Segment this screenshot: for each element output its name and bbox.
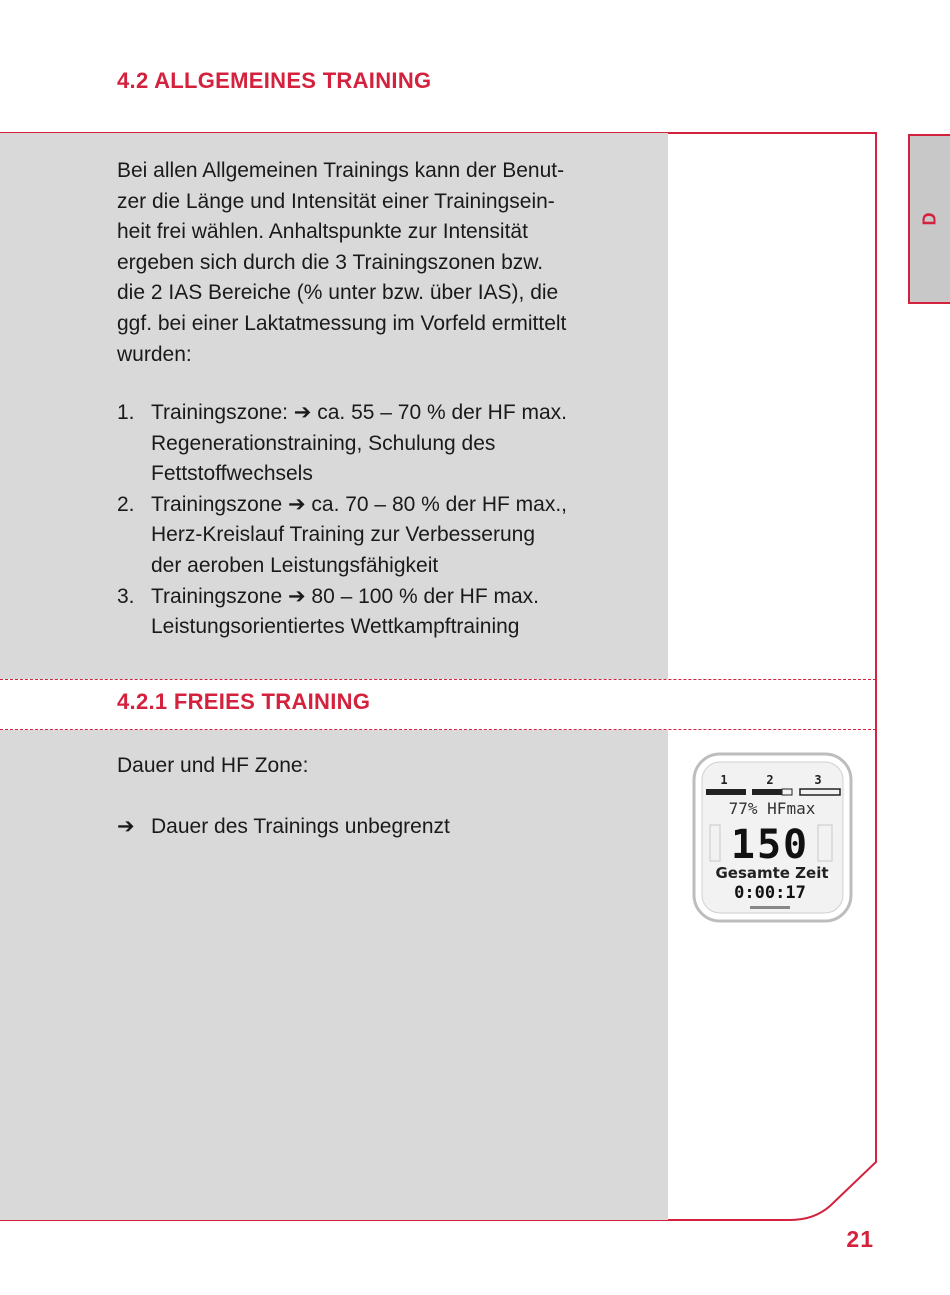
- subsection-title: 4.2.1 FREIES TRAINING: [117, 689, 371, 714]
- intro-paragraph: [117, 156, 647, 370]
- watch-display-illustration: [690, 750, 855, 925]
- zone-line: Regenerationstraining, Schulung des: [151, 431, 496, 455]
- total-time-readout: 0:00:17: [734, 883, 806, 903]
- intro-line: zer die Länge und Intensität einer Trainingsein-: [117, 189, 555, 213]
- divider-bottom: [0, 729, 876, 730]
- zone-line: Trainingszone: ➔ ca. 55 – 70 % der HF max.: [151, 401, 568, 424]
- list-item: [117, 582, 657, 643]
- intro-line: die 2 IAS Bereiche (% unter bzw. über IAS), die: [117, 281, 559, 305]
- content-panel-bottom: [0, 730, 668, 1220]
- zone-line: der aeroben Leistungsfähigkeit: [151, 553, 439, 577]
- intro-line: Bei allen Allgemeinen Trainings kann der Benut-: [117, 159, 565, 182]
- zone-line: Herz-Kreislauf Training zur Verbesserung: [151, 523, 536, 547]
- zone-line: Trainingszone ➔ 80 – 100 % der HF max.: [151, 584, 539, 608]
- list-number: 3.: [117, 584, 135, 608]
- divider-top: [0, 679, 876, 680]
- hf-percent-readout: 77% HFmax: [728, 799, 816, 818]
- page-number: 21: [846, 1226, 874, 1252]
- intro-line: ggf. bei einer Laktatmessung im Vorfeld ermittelt: [117, 311, 567, 335]
- zone-number: 1: [720, 773, 728, 787]
- duration-text: Dauer des Trainings unbegrenzt: [151, 815, 450, 838]
- duration-label: Dauer und HF Zone:: [117, 754, 309, 777]
- arrow-right-icon: ➔: [117, 815, 135, 838]
- zone-line: Fettstoffwechsels: [151, 462, 313, 486]
- zone-number: 2: [766, 773, 774, 787]
- training-zone-list: [117, 398, 657, 643]
- list-number: 2.: [117, 492, 135, 516]
- language-tab-label: D: [919, 212, 940, 226]
- duration-bullet: [117, 812, 450, 843]
- zone-line: Leistungsorientiertes Wettkampftraining: [151, 615, 520, 639]
- zone-number: 3: [814, 773, 822, 787]
- intro-line: heit frei wählen. Anhaltspunkte zur Intensität: [117, 220, 528, 244]
- list-item: [117, 490, 657, 582]
- zone-line: Trainingszone ➔ ca. 70 – 80 % der HF max.,: [151, 492, 568, 516]
- intro-line: wurden:: [117, 342, 192, 366]
- section-title: 4.2 ALLGEMEINES TRAINING: [117, 68, 432, 93]
- list-item: [117, 398, 657, 490]
- intro-line: ergeben sich durch die 3 Trainingszonen bzw.: [117, 250, 544, 274]
- list-number: 1.: [117, 401, 135, 424]
- pulse-readout: 150: [730, 822, 810, 868]
- language-tab: [908, 134, 950, 304]
- total-time-label: Gesamte Zeit: [715, 864, 829, 882]
